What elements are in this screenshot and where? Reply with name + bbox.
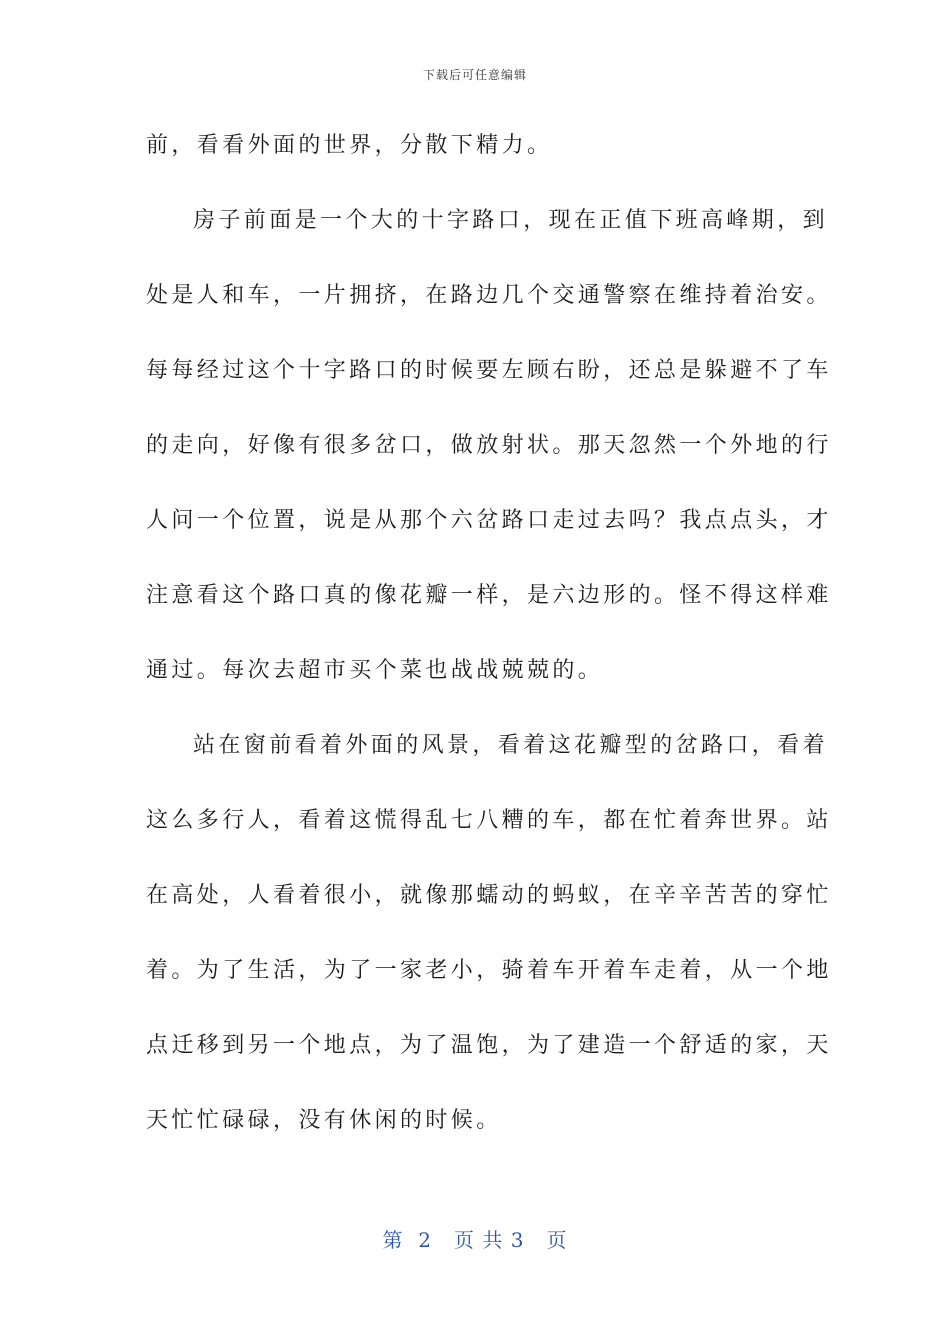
body-line: 着。为了生活，为了一家老小，骑着车开着车走着，从一个地	[146, 958, 832, 983]
body-line: 在高处，人看着很小，就像那蠕动的蚂蚁，在辛辛苦苦的穿忙	[146, 883, 832, 908]
body-line: 通过。每次去超市买个菜也战战兢兢的。	[146, 658, 604, 683]
body-line: 前，看看外面的世界，分散下精力。	[146, 133, 553, 158]
body-line: 注意看这个路口真的像花瓣一样，是六边形的。怪不得这样难	[146, 583, 832, 608]
body-line: 点迁移到另一个地点，为了温饱，为了建造一个舒适的家，天	[146, 1033, 832, 1058]
paragraph-first-line: 房子前面是一个大的十字路口，现在正值下班高峰期，到	[193, 208, 829, 233]
page-number-footer: 第 2 页 共 3 页	[382, 1228, 568, 1252]
page-header-note: 下载后可任意编辑	[422, 68, 527, 82]
paragraph-first-line: 站在窗前看着外面的风景，看着这花瓣型的岔路口，看着	[193, 733, 829, 758]
body-line: 天忙忙碌碌，没有休闲的时候。	[146, 1108, 502, 1133]
body-line: 处是人和车，一片拥挤，在路边几个交通警察在维持着治安。	[146, 283, 832, 308]
body-line: 的走向，好像有很多岔口，做放射状。那天忽然一个外地的行	[146, 433, 832, 458]
body-line: 人问一个位置，说是从那个六岔路口走过去吗？我点点头，才	[146, 508, 832, 533]
body-line: 每每经过这个十字路口的时候要左顾右盼，还总是躲避不了车	[146, 358, 832, 383]
body-line: 这么多行人，看着这慌得乱七八糟的车，都在忙着奔世界。站	[146, 808, 832, 833]
